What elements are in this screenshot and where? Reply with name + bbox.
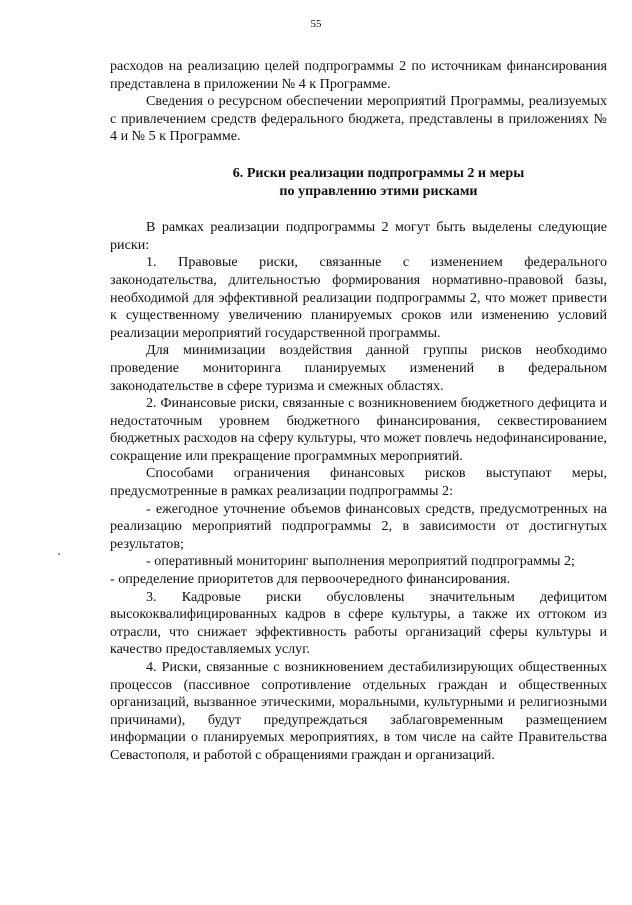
document-body — [110, 58, 607, 765]
paragraph-funding-continuation: расходов на реализацию целей подпрограммы 2 по источникам финансирования представлена в приложении № 4 к Программе. — [110, 58, 607, 92]
section-heading-line-2: по управлению этими рисками — [279, 182, 478, 199]
paragraph-risks-intro: В рамках реализации подпрограммы 2 могут быть выделены следующие риски: — [110, 219, 607, 253]
page-number: 55 — [310, 18, 322, 30]
paragraph-financial-measures: Способами ограничения финансовых рисков выступают меры, предусмотренные в рамках реализации подпрограммы 2: — [110, 465, 607, 500]
section-heading — [110, 165, 607, 200]
scan-speck — [58, 553, 60, 555]
list-item-annual-refinement: - ежегодное уточнение объемов финансовых средств, предусмотренных на реализацию мероприятий подпрограммы 2, в зависимости от достигнутых результатов; — [110, 500, 607, 552]
paragraph-social-risks: 4. Риски, связанные с возникновением дестабилизирующих общественных процессов (пассивное сопротивление отдельных граждан и общественных организаций, вызванное этическими, моральными, культурными и религиозными причинами), будут предупреждаться заблаговременным размещением информации о планируемых мероприятиях, в том числе на сайте Правительства Севастополя, и работой с обращениями граждан и организаций. — [110, 659, 607, 763]
list-item-monitoring: - оперативный мониторинг выполнения мероприятий подпрограммы 2; — [146, 553, 575, 570]
paragraph-legal-mitigation: Для минимизации воздействия данной группы рисков необходимо проведение мониторинга планируемых изменений в федеральном законодательстве в сфере туризма и смежных областях. — [110, 342, 607, 394]
paragraph-resource-info: Сведения о ресурсном обеспечении мероприятий Программы, реализуемых с привлечением средств федерального бюджета, представлены в приложениях № 4 и № 5 к Программе. — [110, 93, 607, 145]
list-item-priorities: - определение приоритетов для первоочередного финансирования. — [110, 571, 511, 588]
paragraph-personnel-risks: 3. Кадровые риски обусловлены значительным дефицитом высококвалифицированных кадров в сфере культуры, а также их оттоком из отрасли, что снижает эффективность работы организаций сферы культуры и качество предоставляемых услуг. — [110, 588, 607, 658]
paragraph-legal-risks: 1. Правовые риски, связанные с изменением федерального законодательства, длительностью формирования нормативно-правовой базы, необходимой для эффективной реализации подпрограммы 2, что может привести к существенному увеличению планируемых сроков или изменению условий реализации мероприятий государственной программы. — [110, 254, 607, 341]
section-heading-line-1: 6. Риски реализации подпрограммы 2 и меры — [232, 164, 525, 181]
paragraph-financial-risks: 2. Финансовые риски, связанные с возникновением бюджетного дефицита и недостаточным уровнем бюджетного финансирования, секвестированием бюджетных расходов на сферу культуры, что может повлечь недофинансирование, сокращение или прекращение программных мероприятий. — [110, 395, 607, 464]
